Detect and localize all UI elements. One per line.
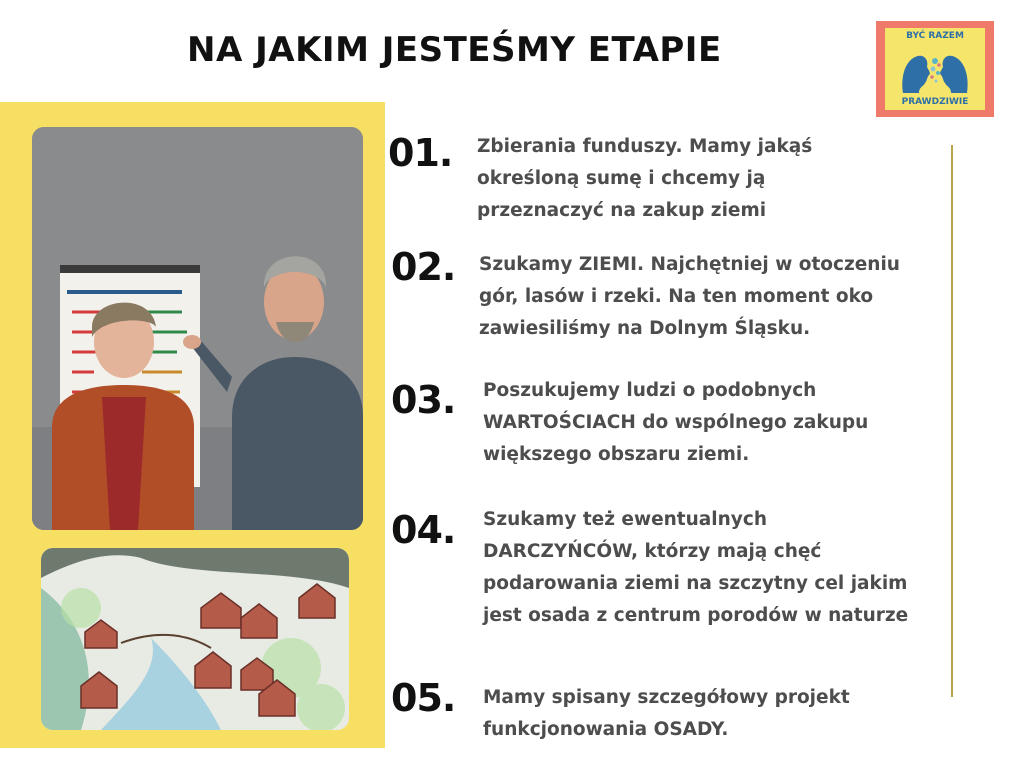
step-text-2: Szukamy ZIEMI. Najchętniej w otoczeniu gór, lasów i rzeki. Na ten moment oko zawiesiliśmy na Dolnym Śląsku. <box>479 254 900 339</box>
logo-bottom-text: PRAWDZIWIE <box>901 97 969 107</box>
step-text-4: Szukamy też ewentualnych DARCZYŃCÓW, którzy mają chęć podarowania ziemi na szczytny cel jakim jest osada z centrum porodów w naturze <box>483 509 909 626</box>
page-title: NA JAKIM JESTEŚMY ETAPIE <box>187 30 722 70</box>
step-number-4: 04. <box>391 508 456 552</box>
village-drawing <box>41 548 349 730</box>
step-number-2: 02. <box>391 245 456 289</box>
logo <box>876 21 994 117</box>
step-number-3: 03. <box>391 378 456 422</box>
vertical-divider <box>951 145 953 697</box>
logo-top-text: BYĆ RAZEM <box>906 31 964 41</box>
step-text-5: Mamy spisany szczegółowy projekt funkcjonowania OSADY. <box>483 687 850 740</box>
step-number-1: 01. <box>388 131 453 175</box>
step-text-1: Zbierania funduszy. Mamy jakąś określoną sumę i chcemy ją przeznaczyć na zakup ziemi <box>477 136 813 221</box>
step-number-5: 05. <box>391 676 456 720</box>
step-text-3: Poszukujemy ludzi o podobnych WARTOŚCIACH do wspólnego zakupu większego obszaru ziemi. <box>483 380 869 465</box>
logo-inner <box>885 28 985 110</box>
photo-people-flipchart <box>32 127 363 530</box>
two-heads-icon <box>899 43 971 101</box>
